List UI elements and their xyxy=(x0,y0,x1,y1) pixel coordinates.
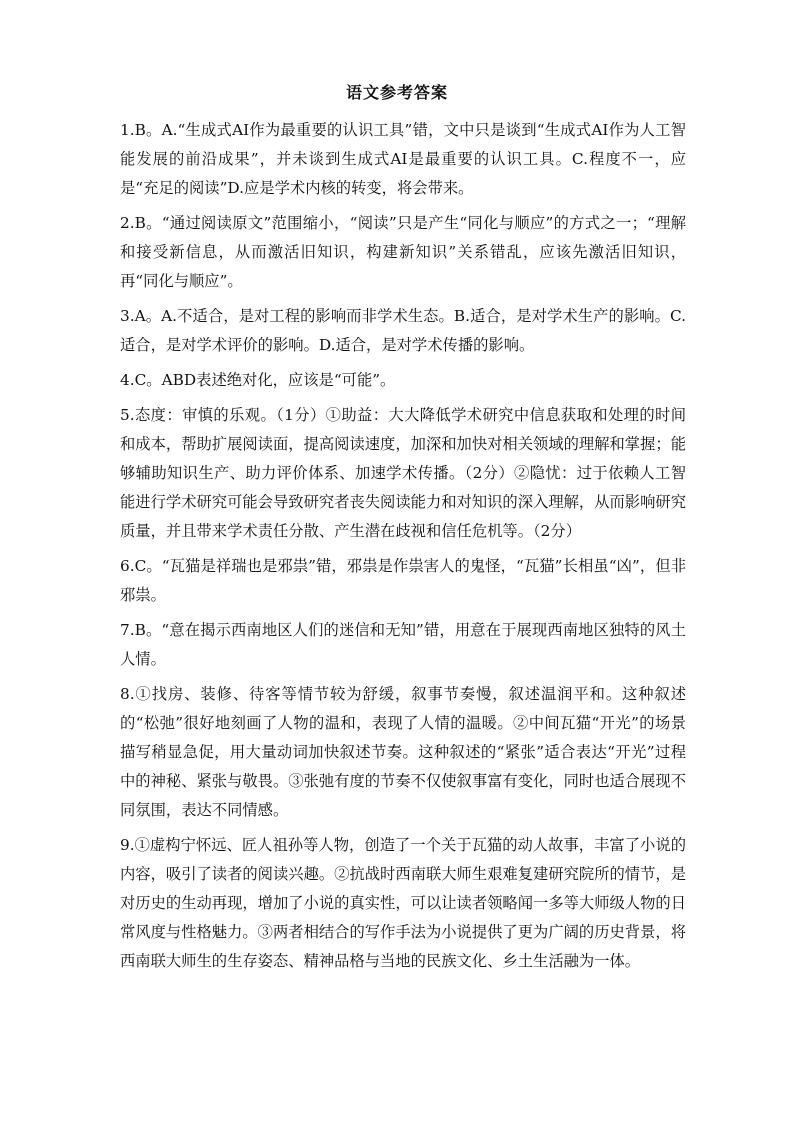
answer-item-2: 2.B。“通过阅读原文”范围缩小，“阅读”只是产生“同化与顺应”的方式之一；“理解和接受新信息，从而激活旧知识，构建新知识”关系错乱，应该先激活旧知识，再“同化与顺应”。 xyxy=(120,214,686,290)
answer-item-9: 9.①虚构宁怀远、匠人祖孙等人物，创造了一个关于瓦猫的动人故事，丰富了小说的内容，吸引了读者的阅读兴趣。②抗战时西南联大师生艰难复建研究院所的情节，是对历史的生动再现，增加了小说的真实性，可以让读者领略闻一多等大师级人物的日常风度与性格魅力。③两者相结合的写作手法为小说提供了更为广阔的历史背景，将西南联大师生的生存姿态、精神品格与当地的民族文化、乡土生活融为一体。 xyxy=(120,836,686,970)
answer-list xyxy=(120,116,686,982)
page-title: 语文参考答案 xyxy=(345,83,448,102)
answer-item-4: 4.C。ABD表述绝对化，应该是“可能”。 xyxy=(120,371,396,389)
answer-item-6: 6.C。“瓦猫是祥瑞也是邪祟”错，邪祟是作祟害人的鬼怪，“瓦猫”长相虽“凶”，但非邪祟。 xyxy=(120,557,686,604)
answer-item-8: 8.①找房、装修、待客等情节较为舒缓，叙事节奏慢，叙述温润平和。这种叙述的“松弛”很好地刻画了人物的温和，表现了人情的温暖。②中间瓦猫“开光”的场景描写稍显急促，用大量动词加快叙述节奏。这种叙述的“紧张”适合表达“开光”过程中的神秘、紧张与敬畏。③张弛有度的节奏不仅使叙事富有变化，同时也适合展现不同氛围，表达不同情感。 xyxy=(120,685,686,819)
answer-item-7: 7.B。“意在揭示西南地区人们的迷信和无知”错，用意在于展现西南地区独特的风土人情。 xyxy=(120,621,686,668)
answer-item-3: 3.A。A.不适合，是对工程的影响而非学术生态。B.适合，是对学术生产的影响。C.适合，是对学术评价的影响。D.适合，是对学术传播的影响。 xyxy=(120,307,686,354)
answer-item-5: 5.态度：审慎的乐观。（1分）①助益：大大降低学术研究中信息获取和处理的时间和成本，帮助扩展阅读面，提高阅读速度，加深和加快对相关领域的理解和掌握；能够辅助知识生产、助力评价体系、加速学术传播。（2分）②隐忧：过于依赖人工智能进行学术研究可能会导致研究者丧失阅读能力和对知识的深入理解，从而影响研究质量，并且带来学术责任分散、产生潜在歧视和信任危机等。（2分） xyxy=(120,406,686,540)
answer-item-1: 1.B。A.“生成式AI作为最重要的认识工具”错，文中只是谈到“生成式AI作为人工智能发展的前沿成果”，并未谈到生成式AI是最重要的认识工具。C.程度不一，应是“充足的阅读”D.应是学术内核的转变，将会带来。 xyxy=(120,121,686,197)
